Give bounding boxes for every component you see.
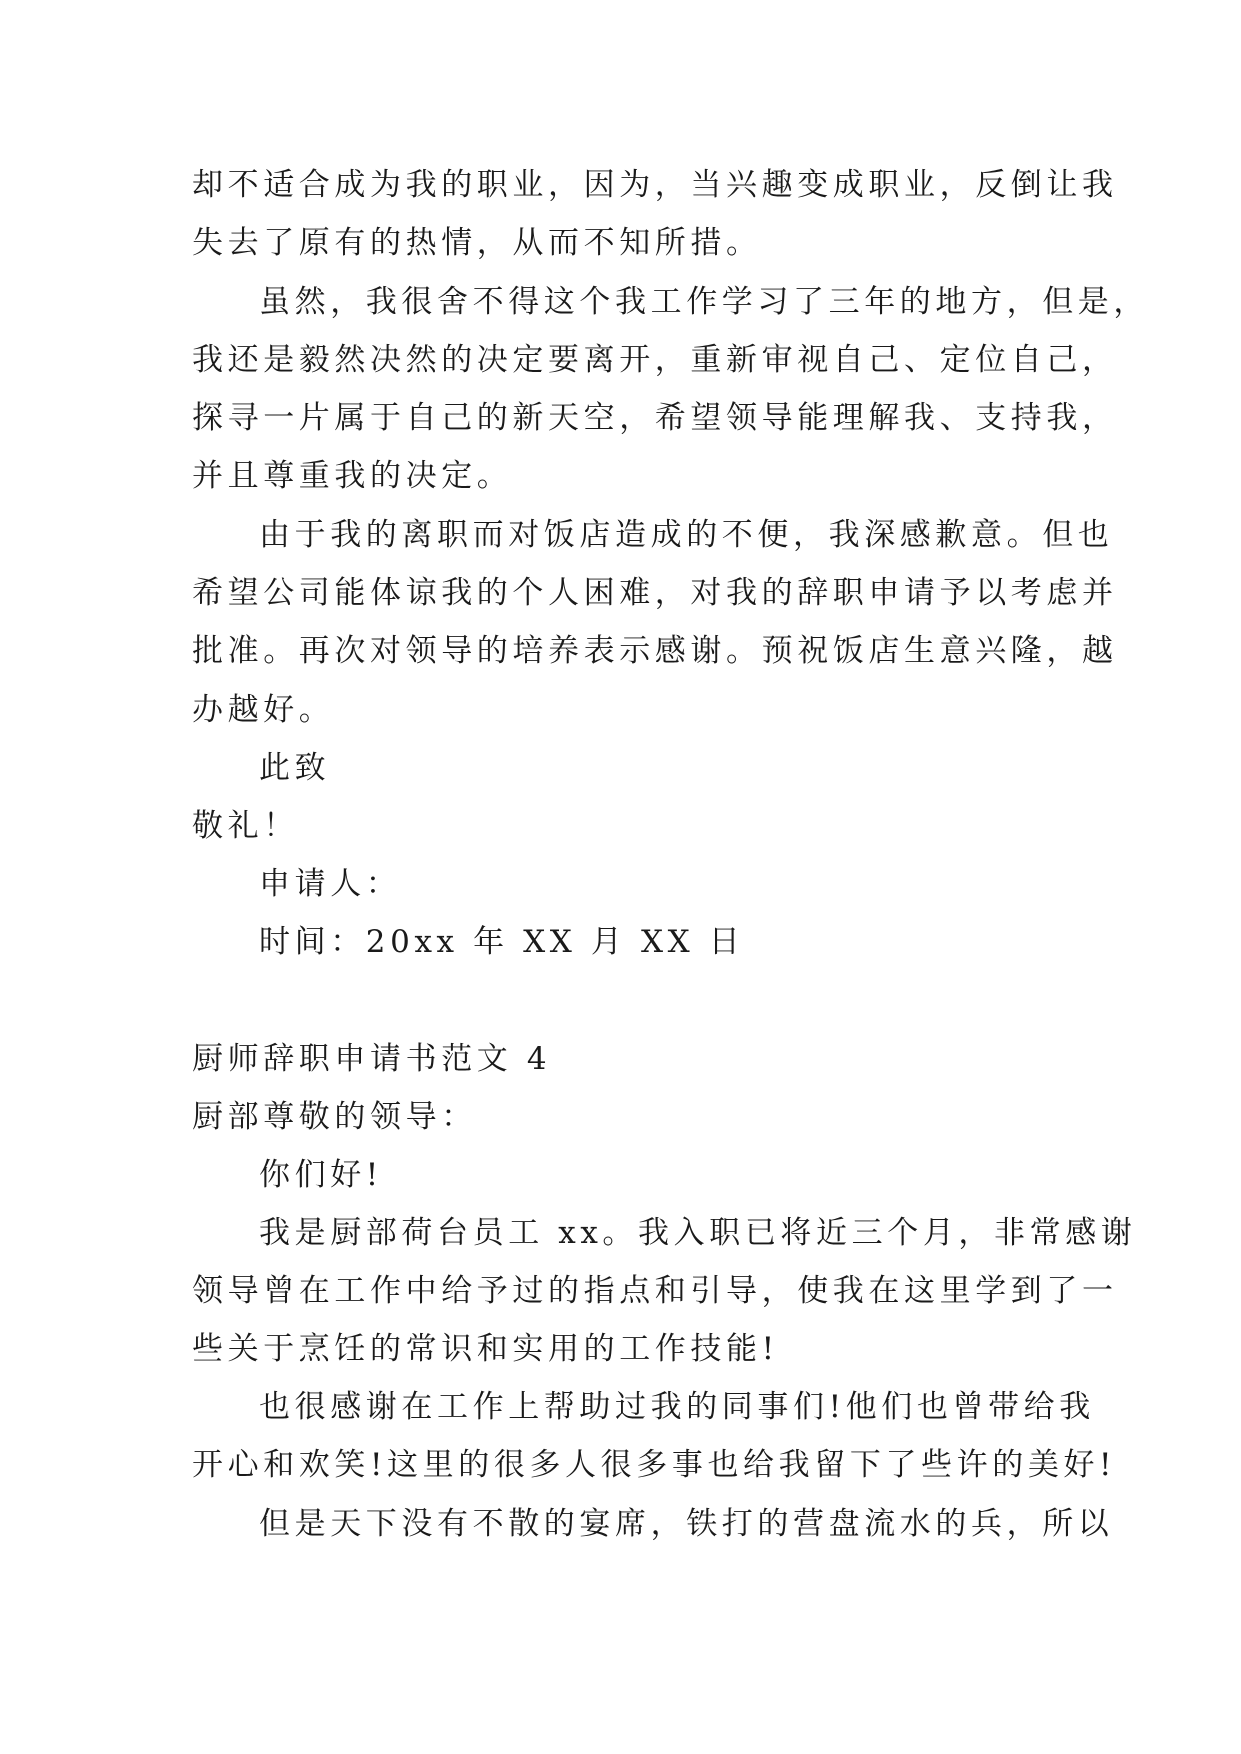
paragraph-line: 开心和欢笑!这里的很多人很多事也给我留下了些许的美好! (192, 1447, 1117, 1483)
paragraph-line: 失去了原有的热情，从而不知所措。 (192, 225, 762, 261)
paragraph-line: 我是厨部荷台员工 xx。我入职已将近三个月，非常感谢 (259, 1215, 1137, 1251)
paragraph-line: 我还是毅然决然的决定要离开，重新审视自己、定位自己， (192, 342, 1118, 378)
paragraph-line: 办越好。 (192, 692, 335, 728)
paragraph-line: 批准。再次对领导的培养表示感谢。预祝饭店生意兴隆，越 (192, 633, 1118, 669)
paragraph-line: 领导曾在工作中给予过的指点和引导，使我在这里学到了一 (192, 1273, 1118, 1309)
paragraph-line: 并且尊重我的决定。 (192, 458, 513, 494)
closing-respect: 敬礼！ (192, 808, 299, 844)
paragraph-line: 也很感谢在工作上帮助过我的同事们!他们也曾带给我 (259, 1389, 1095, 1425)
paragraph-line: 虽然，我很舍不得这个我工作学习了三年的地方，但是， (259, 284, 1149, 320)
paragraph-line: 探寻一片属于自己的新天空，希望领导能理解我、支持我， (192, 400, 1118, 436)
letter-hello: 你们好! (259, 1157, 383, 1193)
letter-greeting: 厨部尊敬的领导： (192, 1099, 477, 1135)
applicant-label: 申请人： (259, 866, 402, 902)
date-line: 时间：20xx 年 XX 月 XX 日 (259, 924, 745, 960)
paragraph-line: 些关于烹饪的常识和实用的工作技能! (192, 1331, 779, 1367)
paragraph-line: 由于我的离职而对饭店造成的不便，我深感歉意。但也 (259, 517, 1114, 553)
paragraph-line: 却不适合成为我的职业，因为，当兴趣变成职业，反倒让我 (192, 167, 1118, 203)
closing-salutation: 此致 (259, 750, 331, 786)
paragraph-line: 但是天下没有不散的宴席，铁打的营盘流水的兵，所以 (259, 1506, 1114, 1542)
paragraph-line: 希望公司能体谅我的个人困难，对我的辞职申请予以考虑并 (192, 575, 1118, 611)
section-title: 厨师辞职申请书范文 4 (192, 1041, 552, 1077)
